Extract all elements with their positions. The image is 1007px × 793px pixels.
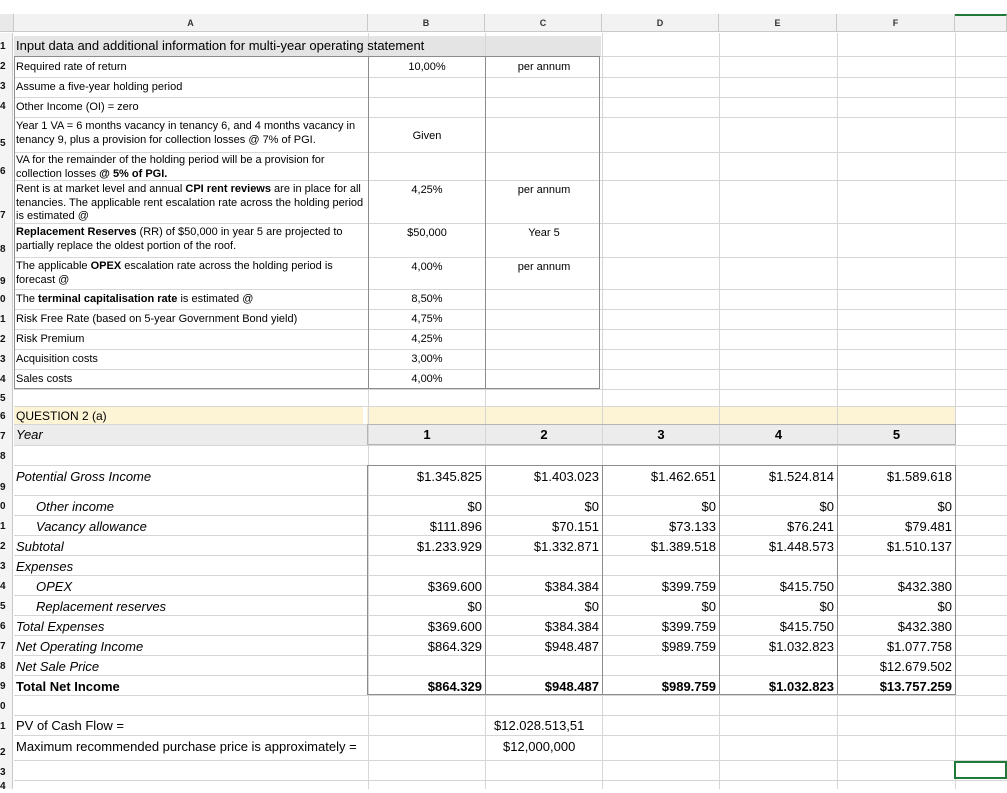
total-net-income-label[interactable]: Total Net Income xyxy=(16,679,120,694)
summary-table-border xyxy=(367,465,956,695)
row-number[interactable]: 6 xyxy=(0,621,6,632)
column-header-a[interactable]: A xyxy=(14,14,368,32)
opex-value[interactable]: $369.600 xyxy=(427,579,482,594)
grid-line xyxy=(14,406,1007,407)
total-expenses-value[interactable]: $415.750 xyxy=(779,619,834,634)
grid-line xyxy=(14,389,1007,390)
row-number[interactable]: 6 xyxy=(0,411,6,422)
subtotal-value[interactable]: $1.233.929 xyxy=(416,539,482,554)
risk-premium-label[interactable]: Risk Premium xyxy=(16,333,85,345)
row-number[interactable]: 5 xyxy=(0,138,6,149)
row-number[interactable]: 0 xyxy=(0,294,6,305)
pv-label[interactable]: PV of Cash Flow = xyxy=(16,718,125,733)
row-number[interactable]: 3 xyxy=(0,767,6,778)
pv-value[interactable]: $12.028.513,51 xyxy=(494,718,585,733)
max-price-label[interactable]: Maximum recommended purchase price is approximately = xyxy=(16,739,357,754)
vacancy-allowance-value[interactable]: $111.896 xyxy=(429,519,482,534)
acquisition-costs-label[interactable]: Acquisition costs xyxy=(16,353,98,365)
other-income-value[interactable]: $0 xyxy=(701,499,716,514)
grid-line xyxy=(14,445,1007,446)
replacement-reserves-row-value[interactable]: $0 xyxy=(584,599,599,614)
row-number[interactable]: 1 xyxy=(0,521,6,532)
risk-free-rate-label[interactable]: Risk Free Rate (based on 5-year Government Bond yield) xyxy=(16,313,298,325)
question-fill-right xyxy=(367,406,956,424)
row-number[interactable]: 0 xyxy=(0,701,6,712)
pgi-value[interactable]: $1.589.618 xyxy=(886,469,952,484)
other-income-value[interactable]: $0 xyxy=(937,499,952,514)
noi-value[interactable]: $864.329 xyxy=(427,639,482,654)
other-income-value[interactable]: $0 xyxy=(467,499,482,514)
top-bar xyxy=(0,0,1007,15)
replacement-reserves-text[interactable] xyxy=(16,226,366,257)
row-number[interactable]: 8 xyxy=(0,451,6,462)
row-number[interactable]: 3 xyxy=(0,81,6,92)
row-number[interactable]: 5 xyxy=(0,393,6,404)
row-number[interactable]: 9 xyxy=(0,482,6,493)
subtotal-value[interactable]: $1.510.137 xyxy=(886,539,952,554)
row-number[interactable]: 7 xyxy=(0,641,6,652)
replacement-reserves-row-value[interactable]: $0 xyxy=(467,599,482,614)
opex-rate-value[interactable]: 4,00% xyxy=(411,261,443,273)
terminal-cap-rate-value[interactable]: 8,50% xyxy=(411,293,443,305)
row-number[interactable]: 4 xyxy=(0,781,6,792)
total-net-income-value[interactable]: $864.329 xyxy=(427,679,482,694)
rent-unit[interactable]: per annum xyxy=(517,184,571,196)
pgi-value[interactable]: $1.524.814 xyxy=(768,469,834,484)
other-income-value[interactable]: $0 xyxy=(819,499,834,514)
summary-table-divider xyxy=(485,465,486,695)
row-number[interactable]: 2 xyxy=(0,541,6,552)
opex-rate-text[interactable] xyxy=(16,260,366,289)
risk-premium-value[interactable]: 4,25% xyxy=(411,333,443,345)
rent-text-c: are in place for all tenancies. The applicable rent escalation rate across the holding period is estimated @ xyxy=(16,183,364,222)
question-title[interactable]: QUESTION 2 (a) xyxy=(16,409,107,423)
rent-value[interactable]: 4,25% xyxy=(411,184,443,196)
replacement-reserves-row-value[interactable]: $0 xyxy=(937,599,952,614)
year-header[interactable]: 3 xyxy=(657,427,665,442)
pgi-value[interactable]: $1.403.023 xyxy=(533,469,599,484)
row-number[interactable]: 3 xyxy=(0,354,6,365)
column-header-d[interactable]: D xyxy=(602,14,719,32)
replacement-reserves-row-value[interactable]: $0 xyxy=(701,599,716,614)
opex-value[interactable]: $384.384 xyxy=(544,579,599,594)
input-title[interactable]: Input data and additional information for multi-year operating statement xyxy=(16,38,425,53)
opex-rate-unit[interactable]: per annum xyxy=(517,261,571,273)
summary-table-divider xyxy=(719,465,720,695)
row-number[interactable]: 6 xyxy=(0,166,6,177)
other-income-text[interactable]: Other Income (OI) = zero xyxy=(16,101,139,113)
terminal-cap-rate-text-b: terminal capitalisation rate xyxy=(38,293,178,305)
total-net-income-value[interactable]: $948.487 xyxy=(544,679,599,694)
vacancy-rest-text[interactable] xyxy=(16,154,366,180)
vacancy-rest-text-a: VA for the remainder of the holding period will be a provision for collection losses xyxy=(16,154,325,180)
noi-value[interactable]: $948.487 xyxy=(544,639,599,654)
vacancy-allowance-label[interactable]: Vacancy allowance xyxy=(36,519,147,534)
opex-rate-text-c: escalation rate across the holding period is forecast @ xyxy=(16,260,333,286)
row-number[interactable]: 3 xyxy=(0,561,6,572)
total-expenses-value[interactable]: $384.384 xyxy=(544,619,599,634)
sales-costs-label[interactable]: Sales costs xyxy=(16,373,73,385)
pgi-label[interactable]: Potential Gross Income xyxy=(16,469,152,484)
row-number[interactable]: 9 xyxy=(0,681,6,692)
vacancy-allowance-value[interactable]: $76.241 xyxy=(787,519,834,534)
acquisition-costs-value[interactable]: 3,00% xyxy=(411,353,443,365)
active-cell-selection[interactable] xyxy=(954,761,1007,779)
opex-label[interactable]: OPEX xyxy=(36,579,73,594)
total-expenses-label[interactable]: Total Expenses xyxy=(16,619,105,634)
noi-value[interactable]: $1.077.758 xyxy=(886,639,952,654)
replacement-reserves-label[interactable]: Replacement reserves xyxy=(36,599,167,614)
row-number[interactable]: 7 xyxy=(0,210,6,221)
total-expenses-value[interactable]: $369.600 xyxy=(427,619,482,634)
row-number[interactable]: 4 xyxy=(0,581,6,592)
grid-line xyxy=(14,780,1007,781)
row-number[interactable]: 7 xyxy=(0,431,6,442)
row-number[interactable]: 2 xyxy=(0,747,6,758)
vacancy-year1-text[interactable]: Year 1 VA = 6 months vacancy in tenancy 6, and 4 months vacancy in tenancy 9, plus a provision for collection losses @ 7% of PGI. xyxy=(16,120,356,146)
vacancy-allowance-value[interactable]: $73.133 xyxy=(669,519,716,534)
select-all-corner[interactable] xyxy=(0,14,14,32)
input-table-divider xyxy=(485,56,486,389)
replacement-reserves-text-a: Replacement Reserves xyxy=(16,226,137,238)
vacancy-rest-text-b: @ 5% of PGI. xyxy=(99,167,168,180)
noi-value[interactable]: $989.759 xyxy=(661,639,716,654)
net-sale-price-value[interactable]: $12.679.502 xyxy=(879,659,952,674)
subtotal-value[interactable]: $1.332.871 xyxy=(533,539,599,554)
row-number[interactable]: 8 xyxy=(0,661,6,672)
holding-period-text[interactable]: Assume a five-year holding period xyxy=(16,81,183,93)
rent-text-b: CPI rent reviews xyxy=(185,183,271,195)
row-number[interactable]: 2 xyxy=(0,334,6,345)
year-header[interactable]: 4 xyxy=(774,427,783,442)
year-header[interactable]: 2 xyxy=(540,427,548,442)
year-header[interactable]: 5 xyxy=(892,427,901,442)
vacancy-allowance-value[interactable]: $79.481 xyxy=(905,519,952,534)
opex-value[interactable]: $432.380 xyxy=(897,579,952,594)
column-header-e[interactable]: E xyxy=(719,14,837,32)
total-net-income-value[interactable]: $13.757.259 xyxy=(879,679,952,694)
grid-line xyxy=(14,760,1007,761)
other-income-label[interactable]: Other income xyxy=(36,499,115,514)
row-number[interactable]: 8 xyxy=(0,244,6,255)
vacancy-year1-value[interactable]: Given xyxy=(412,130,442,142)
total-expenses-value[interactable]: $432.380 xyxy=(897,619,952,634)
max-price-value[interactable]: $12,000,000 xyxy=(503,739,576,754)
summary-table-divider xyxy=(602,465,603,695)
subtotal-value[interactable]: $1.389.518 xyxy=(650,539,716,554)
pgi-value[interactable]: $1.462.651 xyxy=(650,469,716,484)
opex-rate-text-b: OPEX xyxy=(90,260,122,272)
rent-text-a: Rent is at market level and annual xyxy=(16,183,183,195)
required-rate-label[interactable]: Required rate of return xyxy=(16,61,127,73)
total-net-income-value[interactable]: $1.032.823 xyxy=(768,679,834,694)
year-label[interactable]: Year xyxy=(16,427,43,442)
opex-value[interactable]: $415.750 xyxy=(779,579,834,594)
row-number[interactable]: 2 xyxy=(0,61,6,72)
row-number[interactable]: 9 xyxy=(0,276,6,287)
row-number[interactable]: 0 xyxy=(0,501,6,512)
pgi-value[interactable]: $1.345.825 xyxy=(416,469,482,484)
opex-value[interactable]: $399.759 xyxy=(661,579,716,594)
column-header-c[interactable]: C xyxy=(485,14,602,32)
terminal-cap-rate-text-a: The xyxy=(16,293,35,305)
sales-costs-value[interactable]: 4,00% xyxy=(411,373,443,385)
terminal-cap-rate-text-c: is estimated @ xyxy=(180,293,254,305)
rent-text[interactable] xyxy=(16,183,366,223)
total-net-income-value[interactable]: $989.759 xyxy=(661,679,716,694)
column-header-g[interactable] xyxy=(955,14,1007,32)
opex-rate-text-a: The applicable xyxy=(16,260,88,272)
row-number[interactable]: 1 xyxy=(0,721,6,732)
row-number[interactable]: 4 xyxy=(0,374,6,385)
column-header-f[interactable]: F xyxy=(837,14,955,32)
row-number[interactable]: 1 xyxy=(0,41,6,52)
replacement-reserves-row-value[interactable]: $0 xyxy=(819,599,834,614)
summary-table-divider xyxy=(837,465,838,695)
terminal-cap-rate-text[interactable] xyxy=(16,292,253,306)
replacement-reserves-value[interactable]: $50,000 xyxy=(407,227,447,239)
column-header-b[interactable]: B xyxy=(368,14,485,32)
noi-label[interactable]: Net Operating Income xyxy=(16,639,144,654)
risk-free-rate-value[interactable]: 4,75% xyxy=(411,313,443,325)
replacement-reserves-unit[interactable]: Year 5 xyxy=(528,227,560,239)
subtotal-label[interactable]: Subtotal xyxy=(16,539,64,554)
total-expenses-value[interactable]: $399.759 xyxy=(661,619,716,634)
row-number[interactable]: 1 xyxy=(0,314,6,325)
year-header[interactable]: 1 xyxy=(423,427,431,442)
grid-line xyxy=(14,715,1007,716)
subtotal-value[interactable]: $1.448.573 xyxy=(768,539,834,554)
row-number[interactable]: 4 xyxy=(0,101,6,112)
net-sale-price-label[interactable]: Net Sale Price xyxy=(16,659,100,674)
replacement-reserves-text-b: (RR) of $50,000 in year 5 are projected to partially replace the oldest portion of the roof. xyxy=(16,226,343,252)
required-rate-unit[interactable]: per annum xyxy=(517,61,571,73)
row-number[interactable]: 5 xyxy=(0,601,6,612)
vacancy-allowance-value[interactable]: $70.151 xyxy=(552,519,599,534)
noi-value[interactable]: $1.032.823 xyxy=(768,639,834,654)
expenses-label[interactable]: Expenses xyxy=(16,559,74,574)
other-income-value[interactable]: $0 xyxy=(584,499,599,514)
required-rate-value[interactable]: 10,00% xyxy=(408,61,446,73)
grid-line xyxy=(14,735,1007,736)
grid-line xyxy=(14,695,1007,696)
